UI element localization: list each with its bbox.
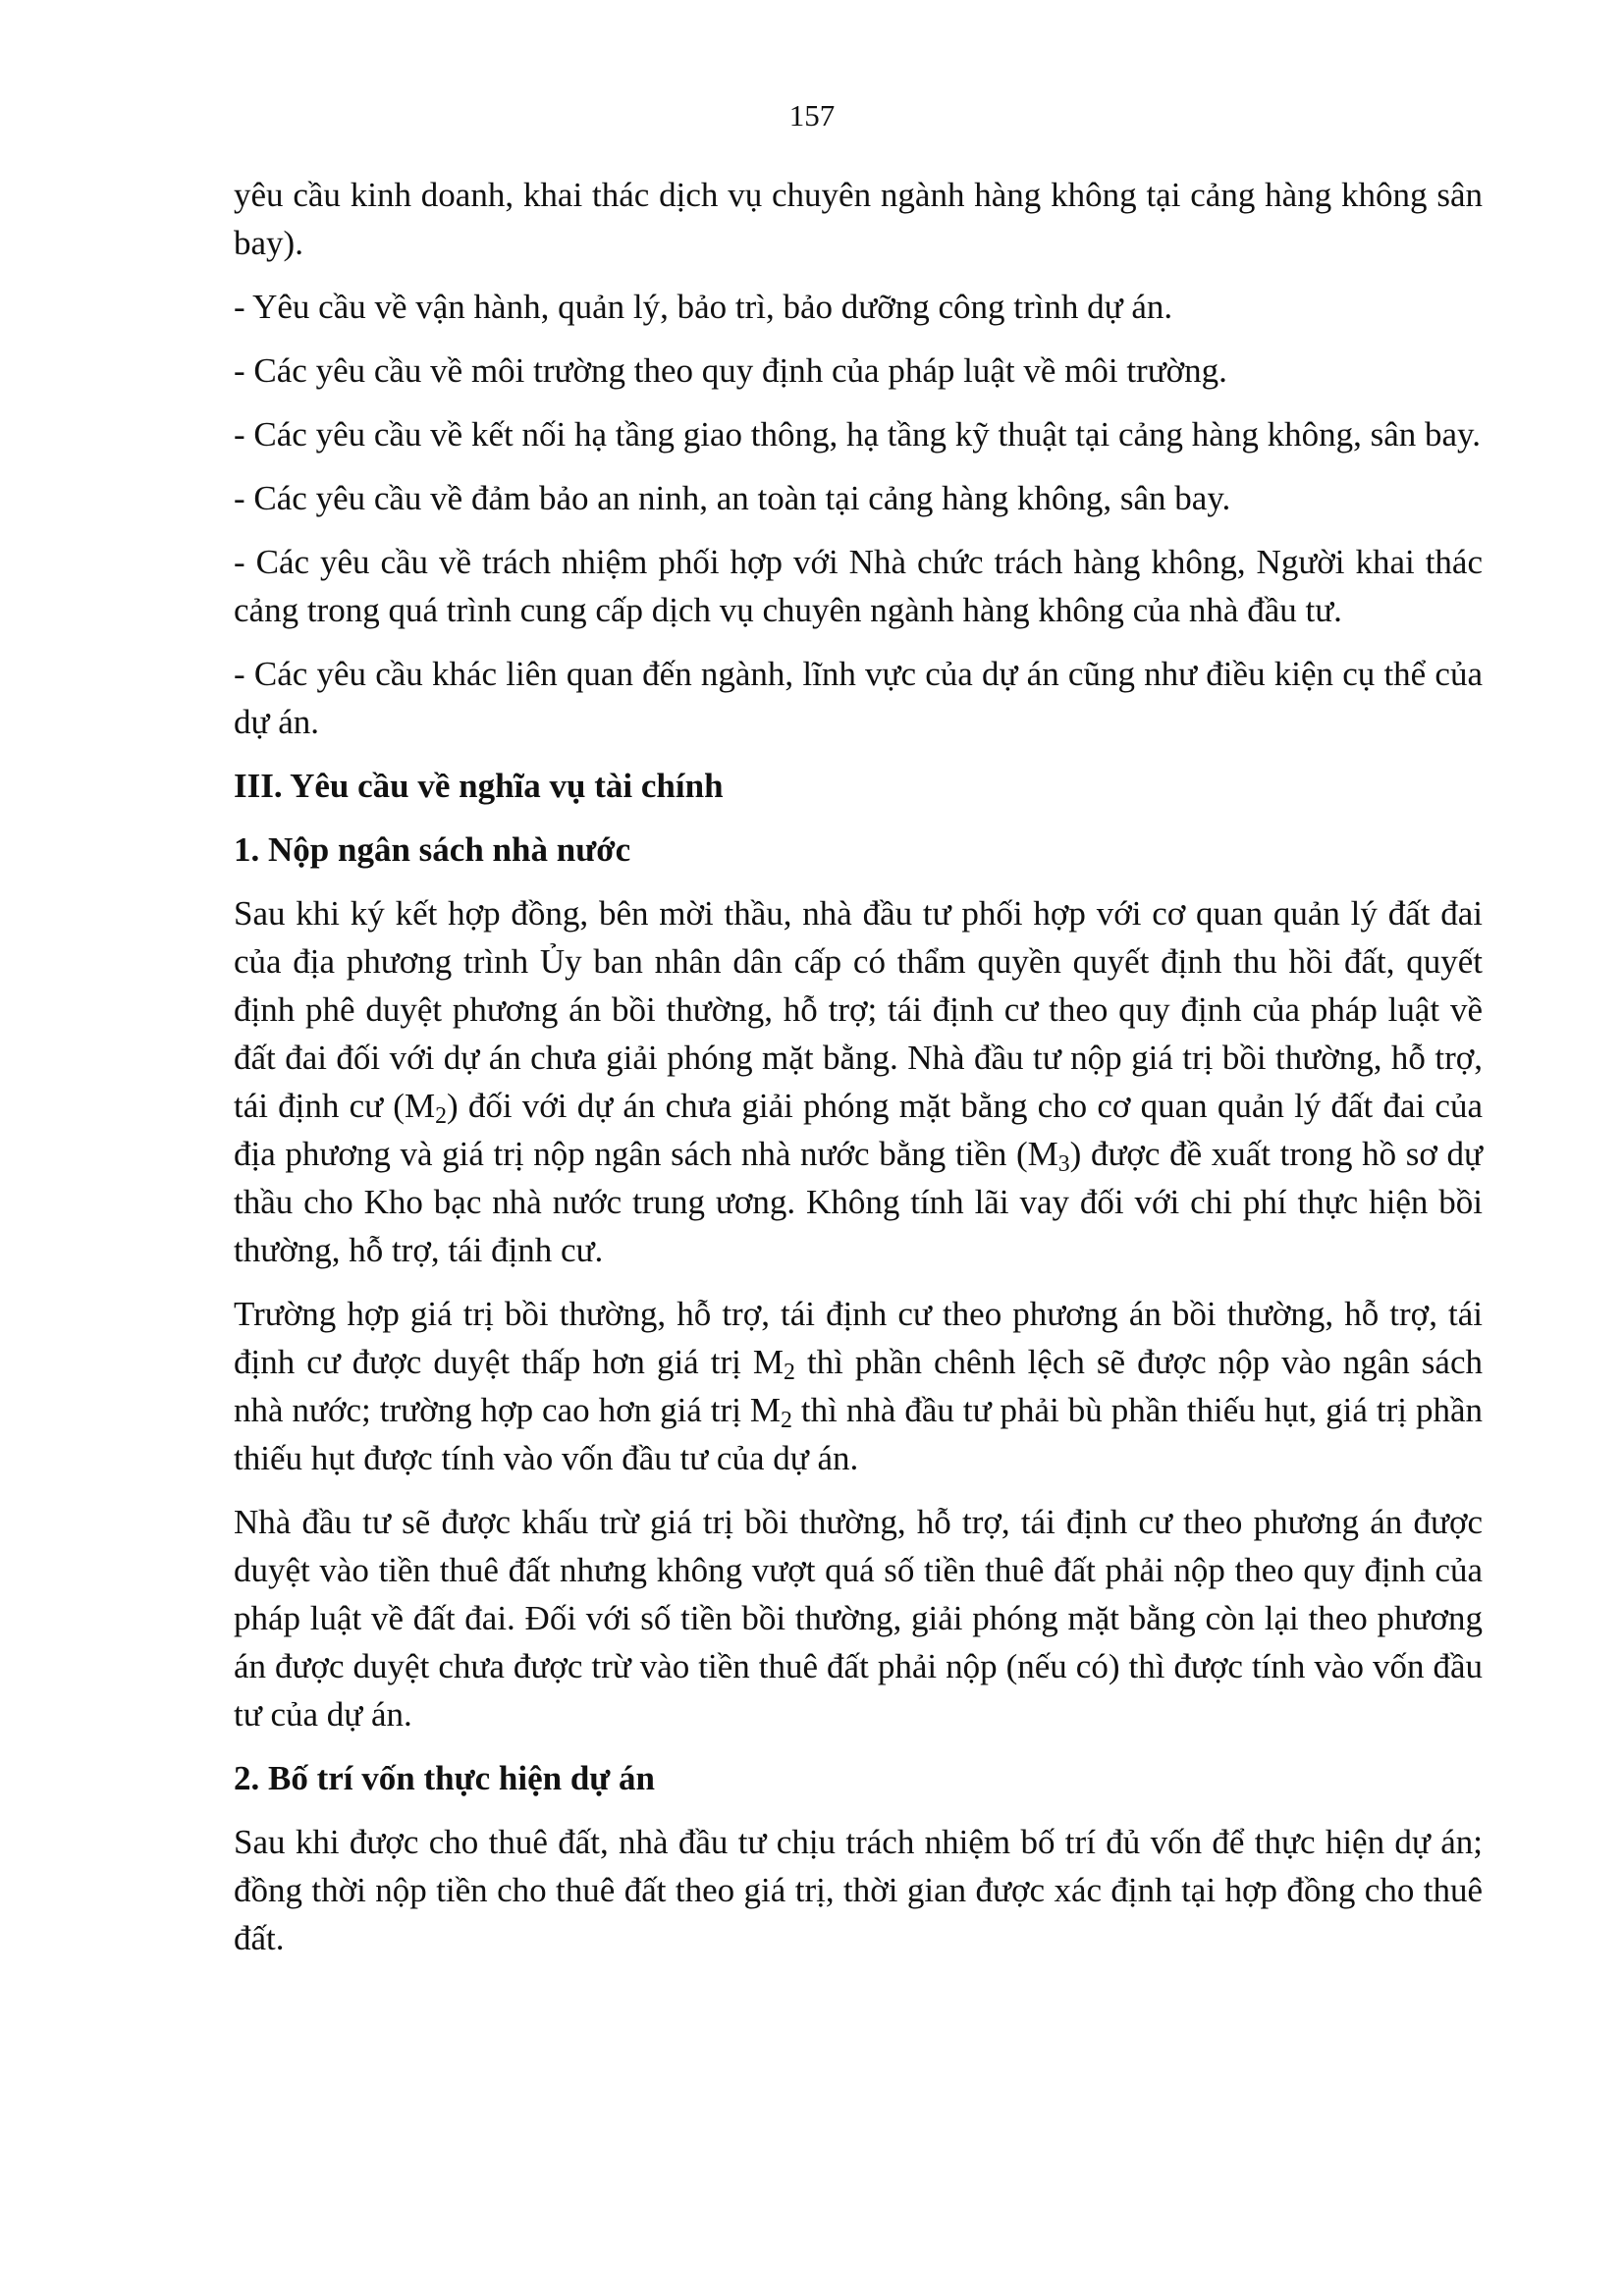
text-segment: thì nhà đầu tư phải bù phần thiếu hụt, giá trị phần thiếu hụt được tính vào vốn đầu tư của dự án. bbox=[234, 1391, 1483, 1477]
subscript-index: 2 bbox=[781, 1407, 792, 1433]
subsection-heading-capital-arrangement: 2. Bố trí vốn thực hiện dự án bbox=[234, 1759, 656, 1797]
bullet-environment: - Các yêu cầu về môi trường theo quy định của pháp luật về môi trường. bbox=[234, 351, 1227, 390]
text-segment: ) được đề xuất trong hồ sơ dự thầu cho Kho bạc nhà nước trung ương. Không tính lãi vay đối với chi phí thực hiện bồi thường, hỗ trợ, tái định cư. bbox=[234, 1135, 1483, 1269]
section-heading-financial-obligations: III. Yêu cầu về nghĩa vụ tài chính bbox=[234, 767, 724, 805]
paragraph-land-rent-deduction: Nhà đầu tư sẽ được khấu trừ giá trị bồi thường, hỗ trợ, tái định cư theo phương án được duyệt vào tiền thuê đất nhưng không vượt quá số tiền thuê đất phải nộp theo quy định của pháp luật về đất đai. Đối với số tiền bồi thường, giải phóng mặt bằng còn lại theo phương án được duyệt chưa được trừ vào tiền thuê đất phải nộp (nếu có) thì được tính vào vốn đầu tư của dự án. bbox=[234, 1503, 1483, 1734]
subsection-heading-state-budget: 1. Nộp ngân sách nhà nước bbox=[234, 830, 631, 869]
bullet-other-requirements: - Các yêu cầu khác liên quan đến ngành, lĩnh vực của dự án cũng như điều kiện cụ thể của dự án. bbox=[234, 655, 1483, 741]
bullet-security-safety: - Các yêu cầu về đảm bảo an ninh, an toàn tại cảng hàng không, sân bay. bbox=[234, 479, 1231, 517]
paragraph-business-requirements-continued: yêu cầu kinh doanh, khai thác dịch vụ chuyên ngành hàng không tại cảng hàng không sân bay). bbox=[234, 176, 1483, 262]
subscript-index: 3 bbox=[1057, 1150, 1070, 1177]
text-segment: Sau khi ký kết hợp đồng, bên mời thầu, nhà đầu tư phối hợp với cơ quan quản lý đất đai của địa phương trình Ủy ban nhân dân cấp có thẩm quyền quyết định thu hồi đất, quyết định phê duyệt phương án bồi thường, hỗ trợ; tái định cư theo quy định của pháp luật về đất đai đối với dự án chưa giải phóng mặt bằng. Nhà đầu tư nộp giá trị bồi thường, hỗ trợ, tái định cư (M bbox=[234, 894, 1483, 1125]
text-segment: Trường hợp giá trị bồi thường, hỗ trợ, tái định cư theo phương án bồi thường, hỗ trợ, tái định cư được duyệt thấp hơn giá trị M bbox=[234, 1295, 1483, 1381]
text-segment: thì phần chênh lệch sẽ được nộp vào ngân sách nhà nước; trường hợp cao hơn giá trị M bbox=[234, 1343, 1483, 1429]
subscript-index: 2 bbox=[435, 1102, 447, 1129]
paragraph-capital-arrangement: Sau khi được cho thuê đất, nhà đầu tư chịu trách nhiệm bố trí đủ vốn để thực hiện dự án; đồng thời nộp tiền cho thuê đất theo giá trị, thời gian được xác định tại hợp đồng cho thuê đất. bbox=[234, 1823, 1483, 1957]
bullet-coordination-responsibility: - Các yêu cầu về trách nhiệm phối hợp với Nhà chức trách hàng không, Người khai thác cảng trong quá trình cung cấp dịch vụ chuyên ngành hàng không của nhà đầu tư. bbox=[234, 543, 1483, 629]
text-segment: ) đối với dự án chưa giải phóng mặt bằng cho cơ quan quản lý đất đai của địa phương và giá trị nộp ngân sách nhà nước bằng tiền (M bbox=[234, 1087, 1483, 1173]
subscript-index: 2 bbox=[784, 1359, 795, 1385]
bullet-infrastructure-connection: - Các yêu cầu về kết nối hạ tầng giao thông, hạ tầng kỹ thuật tại cảng hàng không, sân bay. bbox=[234, 415, 1481, 454]
paragraph-compensation-difference bbox=[234, 1290, 1483, 1482]
document-body bbox=[234, 171, 1483, 1978]
paragraph-compensation-payment bbox=[234, 889, 1483, 1274]
bullet-operation-maintenance: - Yêu cầu về vận hành, quản lý, bảo trì, bảo dưỡng công trình dự án. bbox=[234, 288, 1173, 326]
page-number: 157 bbox=[788, 98, 836, 133]
